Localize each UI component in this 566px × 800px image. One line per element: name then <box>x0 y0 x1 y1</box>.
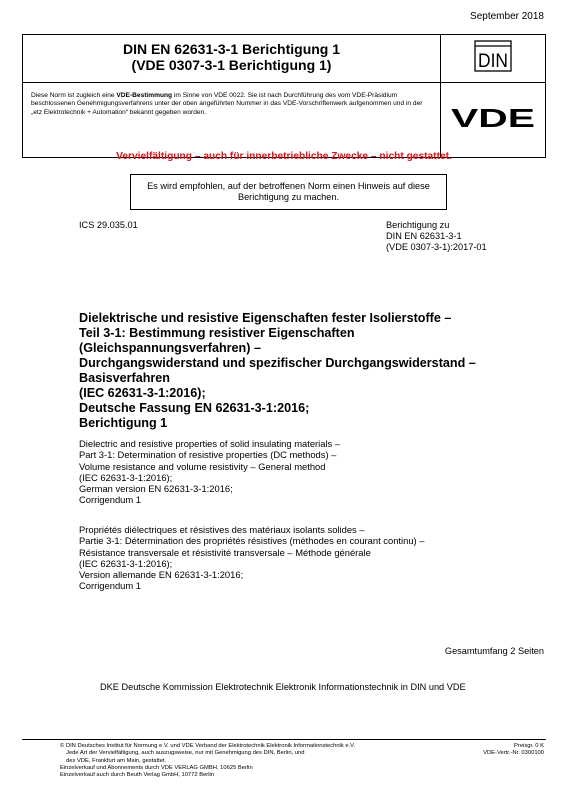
vde-note <box>23 83 441 157</box>
title-fr-line: Résistance transversale et résistivité transversale – Méthode générale <box>79 546 371 558</box>
din-logo <box>441 35 545 83</box>
standard-title-line2: (VDE 0307-3-1 Berichtigung 1) <box>131 57 332 73</box>
title-en-line: Volume resistance and volume resistivity – General method <box>79 460 326 472</box>
vde-note-post: im Sinne von VDE 0022. Sie ist nach Durchführung des vom VDE-Präsidium beschlossenen Genehmigungsverfahrens unter der oben angeführten Nummer in das VDE-Vorschriftenwerk aufgenommen und in der „etz Elektrotechnik + Automation“ bekannt gegeben worden. <box>31 92 423 116</box>
footer-line: Jede Art der Vervielfältigung, auch auszugsweise, nur mit Genehmigung des DIN, Berlin, und <box>66 750 305 757</box>
title-en-line: Dielectric and resistive properties of solid insulating materials – <box>79 438 341 449</box>
correction-reference <box>386 220 487 253</box>
price-group: Preisgr. 0 K <box>514 743 544 749</box>
standard-title <box>23 35 441 83</box>
standard-title-line1: DIN EN 62631-3-1 Berichtigung 1 <box>122 41 341 57</box>
dke-line: DKE Deutsche Kommission Elektrotechnik Elektronik Informationstechnik in DIN und VDE <box>100 682 466 692</box>
title-english <box>79 438 539 506</box>
title-de-line: Deutsche Fassung EN 62631-3-1:2016; <box>79 401 310 415</box>
title-german <box>79 311 539 431</box>
vde-note-bold: VDE-Bestimmung <box>116 92 173 99</box>
reference-line: DIN EN 62631-3-1 <box>386 231 462 241</box>
title-de-line: (Gleichspannungsverfahren) – <box>79 341 261 355</box>
title-french <box>79 524 539 592</box>
title-en-line: Part 3-1: Determination of resistive properties (DC methods) – <box>79 449 337 461</box>
vde-logo <box>441 83 545 157</box>
issue-date: September 2018 <box>470 11 544 22</box>
title-fr-line: (IEC 62631-3-1:2016); <box>79 557 173 569</box>
hint-box: Es wird empfohlen, auf der betroffenen Norm einen Hinweis auf diese Berichtigung zu machen. <box>130 174 447 210</box>
vde-note-pre: Diese Norm ist zugleich eine <box>31 92 117 99</box>
footer-line: Einzelverkauf und Abonnements durch VDE VERLAG GMBH, 10625 Berlin <box>60 764 253 771</box>
header-box <box>22 34 546 158</box>
title-fr-line: Corrigendum 1 <box>79 580 142 592</box>
title-fr-line: Propriétés diélectriques et résistives des matériaux isolants solides – <box>79 524 365 535</box>
page-count: Gesamtumfang 2 Seiten <box>444 646 544 656</box>
footer-line: des VDE, Frankfurt am Main, gestattet. <box>66 757 167 764</box>
ics-code: ICS 29.035.01 <box>79 220 138 230</box>
footer-line: Einzelverkauf auch durch Beuth Verlag GmbH, 10772 Berlin <box>60 772 215 779</box>
footer-copyright <box>60 743 420 779</box>
title-de-line: Dielektrische und resistive Eigenschaften fester Isolierstoffe – <box>79 311 452 325</box>
vde-number: VDE-Vertr.-Nr. 0300100 <box>483 750 544 757</box>
title-de-line: (IEC 62631-3-1:2016); <box>79 386 206 400</box>
footer-price <box>483 743 544 758</box>
title-de-line: Teil 3-1: Bestimmung resistiver Eigenschaften <box>79 326 355 340</box>
title-de-line: Berichtigung 1 <box>79 416 168 430</box>
title-de-line: Basisverfahren <box>79 371 171 385</box>
title-en-line: (IEC 62631-3-1:2016); <box>79 471 173 483</box>
title-en-line: German version EN 62631-3-1:2016; <box>79 483 233 495</box>
footer-line: © DIN Deutsches Institut für Normung e.V. und VDE Verband der Elektrotechnik Elektronik Informationstechnik e.V. <box>60 743 356 749</box>
reference-line: Berichtigung zu <box>386 220 450 230</box>
title-fr-line: Partie 3-1: Détermination des propriétés résistives (méthodes en courant continu) – <box>79 535 425 547</box>
copy-warning: Vervielfältigung – auch für innerbetriebliche Zwecke – nicht gestattet. <box>116 151 452 162</box>
reference-line: (VDE 0307-3-1):2017-01 <box>386 242 487 252</box>
footer-divider <box>22 739 546 740</box>
svg-text:VDE: VDE <box>451 103 535 133</box>
title-en-line: Corrigendum 1 <box>79 494 142 506</box>
svg-text:DIN: DIN <box>478 51 508 72</box>
title-fr-line: Version allemande EN 62631-3-1:2016; <box>79 569 244 581</box>
title-de-line: Durchgangswiderstand und spezifischer Durchgangswiderstand – <box>79 356 476 370</box>
